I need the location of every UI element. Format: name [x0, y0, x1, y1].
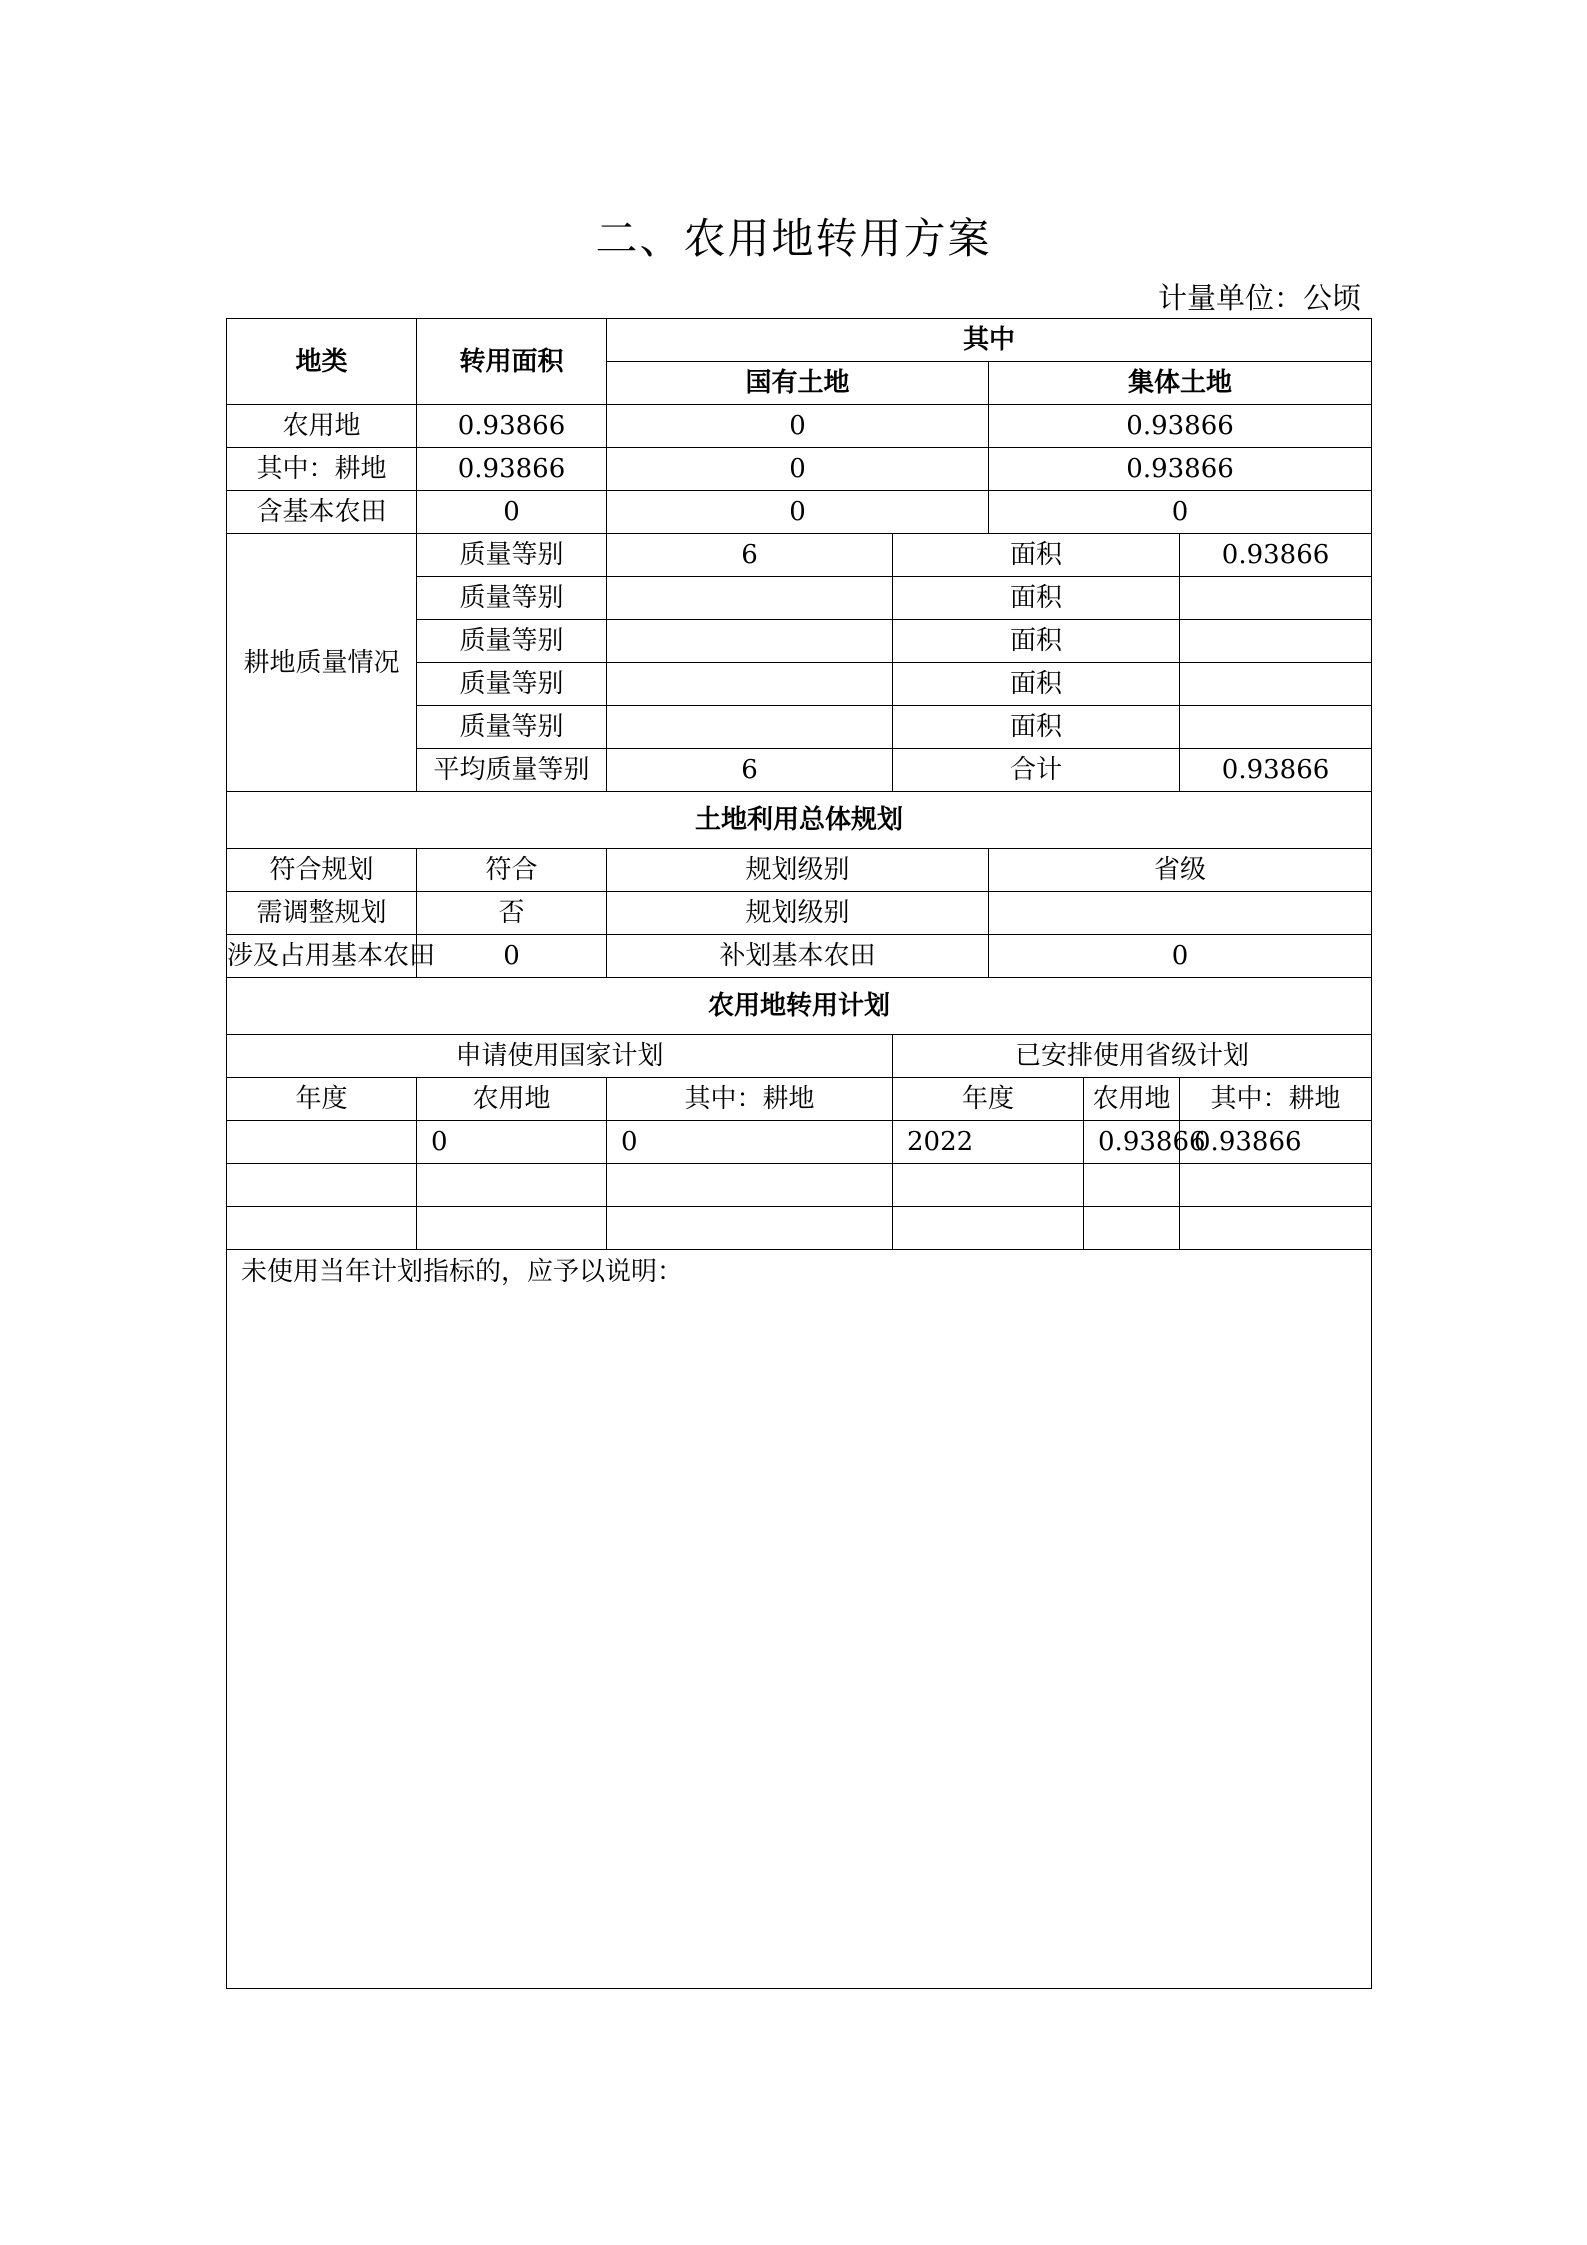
quality-grade	[607, 663, 893, 706]
row-area: 0.93866	[417, 448, 607, 491]
row-collective: 0.93866	[989, 448, 1372, 491]
planning-row	[227, 849, 1372, 892]
row-label: 其中：耕地	[227, 448, 417, 491]
quality-area-key: 面积	[893, 577, 1180, 620]
quality-area-key: 合计	[893, 749, 1180, 792]
row-label: 含基本农田	[227, 491, 417, 534]
header-collective-land: 集体土地	[989, 362, 1372, 405]
table-row	[227, 491, 1372, 534]
quality-grade: 6	[607, 749, 893, 792]
plan-col-header: 农用地	[417, 1078, 607, 1121]
quality-key: 质量等别	[417, 706, 607, 749]
quality-key: 质量等别	[417, 620, 607, 663]
quality-grade	[607, 706, 893, 749]
quality-area-key: 面积	[893, 620, 1180, 663]
row-area: 0	[417, 491, 607, 534]
plan-cell	[1084, 1164, 1180, 1207]
quality-area	[1180, 577, 1372, 620]
plan-cell	[227, 1164, 417, 1207]
plan-cell	[417, 1207, 607, 1250]
plan-cell: 0	[607, 1121, 893, 1164]
planning-section-title: 土地利用总体规划	[227, 792, 1372, 849]
plan-cell	[227, 1207, 417, 1250]
quality-area: 0.93866	[1180, 749, 1372, 792]
plan-cell	[1180, 1207, 1372, 1250]
plan-cell	[607, 1207, 893, 1250]
row-area: 0.93866	[417, 405, 607, 448]
row-state: 0	[607, 448, 989, 491]
header-area: 转用面积	[417, 319, 607, 405]
row-state: 0	[607, 405, 989, 448]
quality-area-key: 面积	[893, 663, 1180, 706]
plan-section-title: 农用地转用计划	[227, 978, 1372, 1035]
planning-row	[227, 892, 1372, 935]
conversion-table	[226, 318, 1372, 1989]
plan-cell	[1084, 1207, 1180, 1250]
plan-cell	[893, 1164, 1084, 1207]
plan-cell	[227, 1121, 417, 1164]
quality-key: 质量等别	[417, 534, 607, 577]
header-state-land: 国有土地	[607, 362, 989, 405]
plan-row	[227, 1207, 1372, 1250]
planning-value: 0	[417, 935, 607, 978]
table-row	[227, 448, 1372, 491]
planning-level-label: 规划级别	[607, 892, 989, 935]
unit-label: 计量单位：公顷	[1157, 281, 1361, 315]
quality-key: 质量等别	[417, 577, 607, 620]
quality-key: 平均质量等别	[417, 749, 607, 792]
row-state: 0	[607, 491, 989, 534]
page-title: 二、农用地转用方案	[595, 214, 992, 263]
row-collective: 0.93866	[989, 405, 1372, 448]
row-label: 农用地	[227, 405, 417, 448]
planning-value: 否	[417, 892, 607, 935]
plan-cell: 0	[417, 1121, 607, 1164]
quality-area-key: 面积	[893, 534, 1180, 577]
quality-row	[227, 534, 1372, 577]
quality-area: 0.93866	[1180, 534, 1372, 577]
plan-cell: 0.93866	[1084, 1121, 1180, 1164]
header-land-type: 地类	[227, 319, 417, 405]
planning-level-label: 补划基本农田	[607, 935, 989, 978]
plan-col-header: 年度	[227, 1078, 417, 1121]
plan-col-header: 农用地	[1084, 1078, 1180, 1121]
planning-level-value	[989, 892, 1372, 935]
quality-area	[1180, 663, 1372, 706]
plan-row	[227, 1164, 1372, 1207]
plan-row	[227, 1121, 1372, 1164]
table-row	[227, 405, 1372, 448]
quality-grade: 6	[607, 534, 893, 577]
plan-col-header: 年度	[893, 1078, 1084, 1121]
plan-col-header: 其中：耕地	[1180, 1078, 1372, 1121]
planning-label: 符合规划	[227, 849, 417, 892]
quality-grade	[607, 620, 893, 663]
planning-level-value: 省级	[989, 849, 1372, 892]
quality-area	[1180, 706, 1372, 749]
plan-col-header: 其中：耕地	[607, 1078, 893, 1121]
quality-grade	[607, 577, 893, 620]
planning-value: 符合	[417, 849, 607, 892]
planning-label: 需调整规划	[227, 892, 417, 935]
plan-provincial-header: 已安排使用省级计划	[893, 1035, 1372, 1078]
quality-area-key: 面积	[893, 706, 1180, 749]
quality-key: 质量等别	[417, 663, 607, 706]
plan-national-header: 申请使用国家计划	[227, 1035, 893, 1078]
planning-level-label: 规划级别	[607, 849, 989, 892]
explanation-note: 未使用当年计划指标的，应予以说明：	[227, 1250, 1372, 1989]
plan-cell	[893, 1207, 1084, 1250]
quality-label: 耕地质量情况	[227, 534, 417, 792]
plan-cell	[607, 1164, 893, 1207]
planning-label: 涉及占用基本农田	[227, 935, 417, 978]
plan-cell	[1180, 1164, 1372, 1207]
header-of-which: 其中	[607, 319, 1372, 362]
planning-row	[227, 935, 1372, 978]
quality-area	[1180, 620, 1372, 663]
planning-level-value: 0	[989, 935, 1372, 978]
plan-cell: 2022	[893, 1121, 1084, 1164]
plan-cell	[417, 1164, 607, 1207]
plan-cell: 0.93866	[1180, 1121, 1372, 1164]
row-collective: 0	[989, 491, 1372, 534]
